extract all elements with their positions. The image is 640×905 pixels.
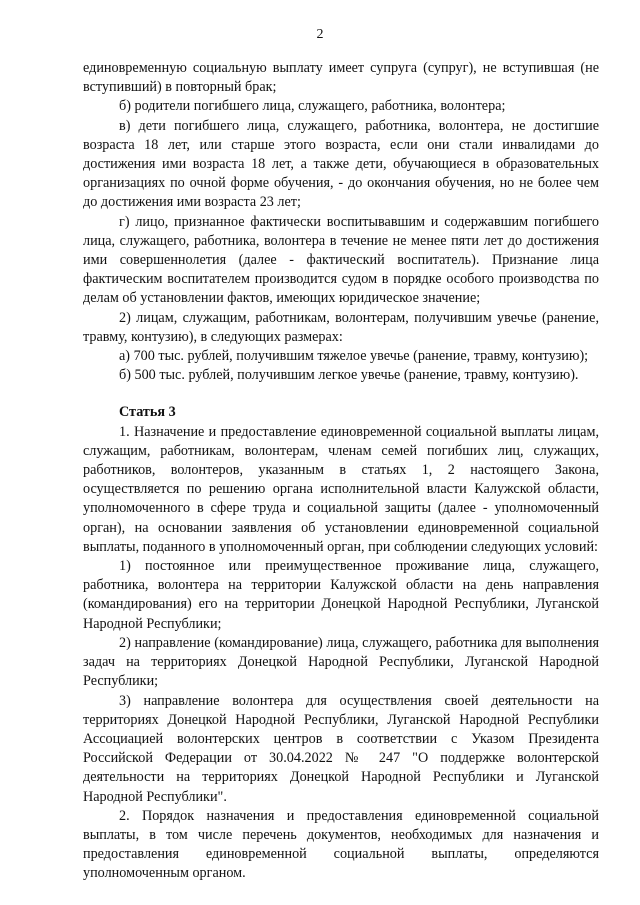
paragraph-item-b-parents: б) родители погибшего лица, служащего, работника, волонтера; [119, 98, 506, 115]
page-number: 2 [316, 27, 324, 42]
article-heading: Статья 3 [119, 404, 176, 421]
paragraph-item-v-children: в) дети погибшего лица, служащего, работника, волонтера, не достигшие возраста 18 лет, или старше этого возраста, если они стали инвалидами до достижения ими возраста 18 лет, а также дети, обучающиеся в образовательных организациях по очной форме обучения, - до окончания обучения, но не более чем до достижения ими возраста 23 лет; [83, 117, 599, 211]
paragraph-article-2: 2. Порядок назначения и предоставления единовременной социальной выплаты, в том числе перечень документов, необходимых для назначения и предоставления единовременной социальной выплаты, определяются уполномоченным органом. [83, 807, 599, 882]
paragraph-condition-1: 1) постоянное или преимущественное проживание лица, служащего, работника, волонтера на территории Калужской области на день направления (командирования) его на территории Донецкой Народной Республики, Луганской Народной Республики; [83, 558, 599, 632]
paragraph-item-2-injury: 2) лицам, служащим, работникам, волонтерам, получившим увечье (ранение, травму, контузию), в следующих размерах: [83, 309, 599, 345]
paragraph-condition-2: 2) направление (командирование) лица, служащего, работника для выполнения задач на территориях Донецкой Народной Республики, Луганской Народной Республики; [83, 634, 599, 690]
paragraph-item-g-guardian: г) лицо, признанное фактически воспитывавшим и содержавшим погибшего лица, служащего, работника, волонтера в течение не менее пяти лет до достижения ими совершеннолетия (далее - фактический воспитатель). Признание лица фактическим воспитателем производится судом в порядке особого производства по делам об установлении фактов, имеющих юридическое значение; [83, 213, 599, 307]
paragraph-item-a-severe: а) 700 тыс. рублей, получившим тяжелое увечье (ранение, травму, контузию); [119, 348, 589, 365]
paragraph-item-b-light: б) 500 тыс. рублей, получившим легкое увечье (ранение, травму, контузию). [119, 367, 579, 384]
document-body [83, 59, 599, 884]
paragraph-article-1: 1. Назначение и предоставление единовременной социальной выплаты лицам, служащим, работникам, волонтерам, членам семей погибших лиц, служащих, работников, волонтеров, указанным в статьях 1, 2 настоящего Закона, осуществляется по решению органа исполнительной власти Калужской области, уполномоченного в сфере труда и социальной защиты (далее - уполномоченный орган), на основании заявления об установлении единовременной социальной выплаты, поданного в уполномоченный орган, при соблюдении следующих условий: [83, 423, 599, 555]
paragraph-continuation: единовременную социальную выплату имеет супруга (супруг), не вступившая (не вступивший) в повторный брак; [83, 60, 599, 96]
paragraph-condition-3: 3) направление волонтера для осуществления своей деятельности на территориях Донецкой Народной Республики, Луганской Народной Республики Ассоциацией волонтерских центров в соответствии с Указом Президента Российской Федерации от 30.04.2022 № 247 "О поддержке волонтерской деятельности на территориях Донецкой Народной Республики и Луганской Народной Республики". [83, 692, 599, 805]
